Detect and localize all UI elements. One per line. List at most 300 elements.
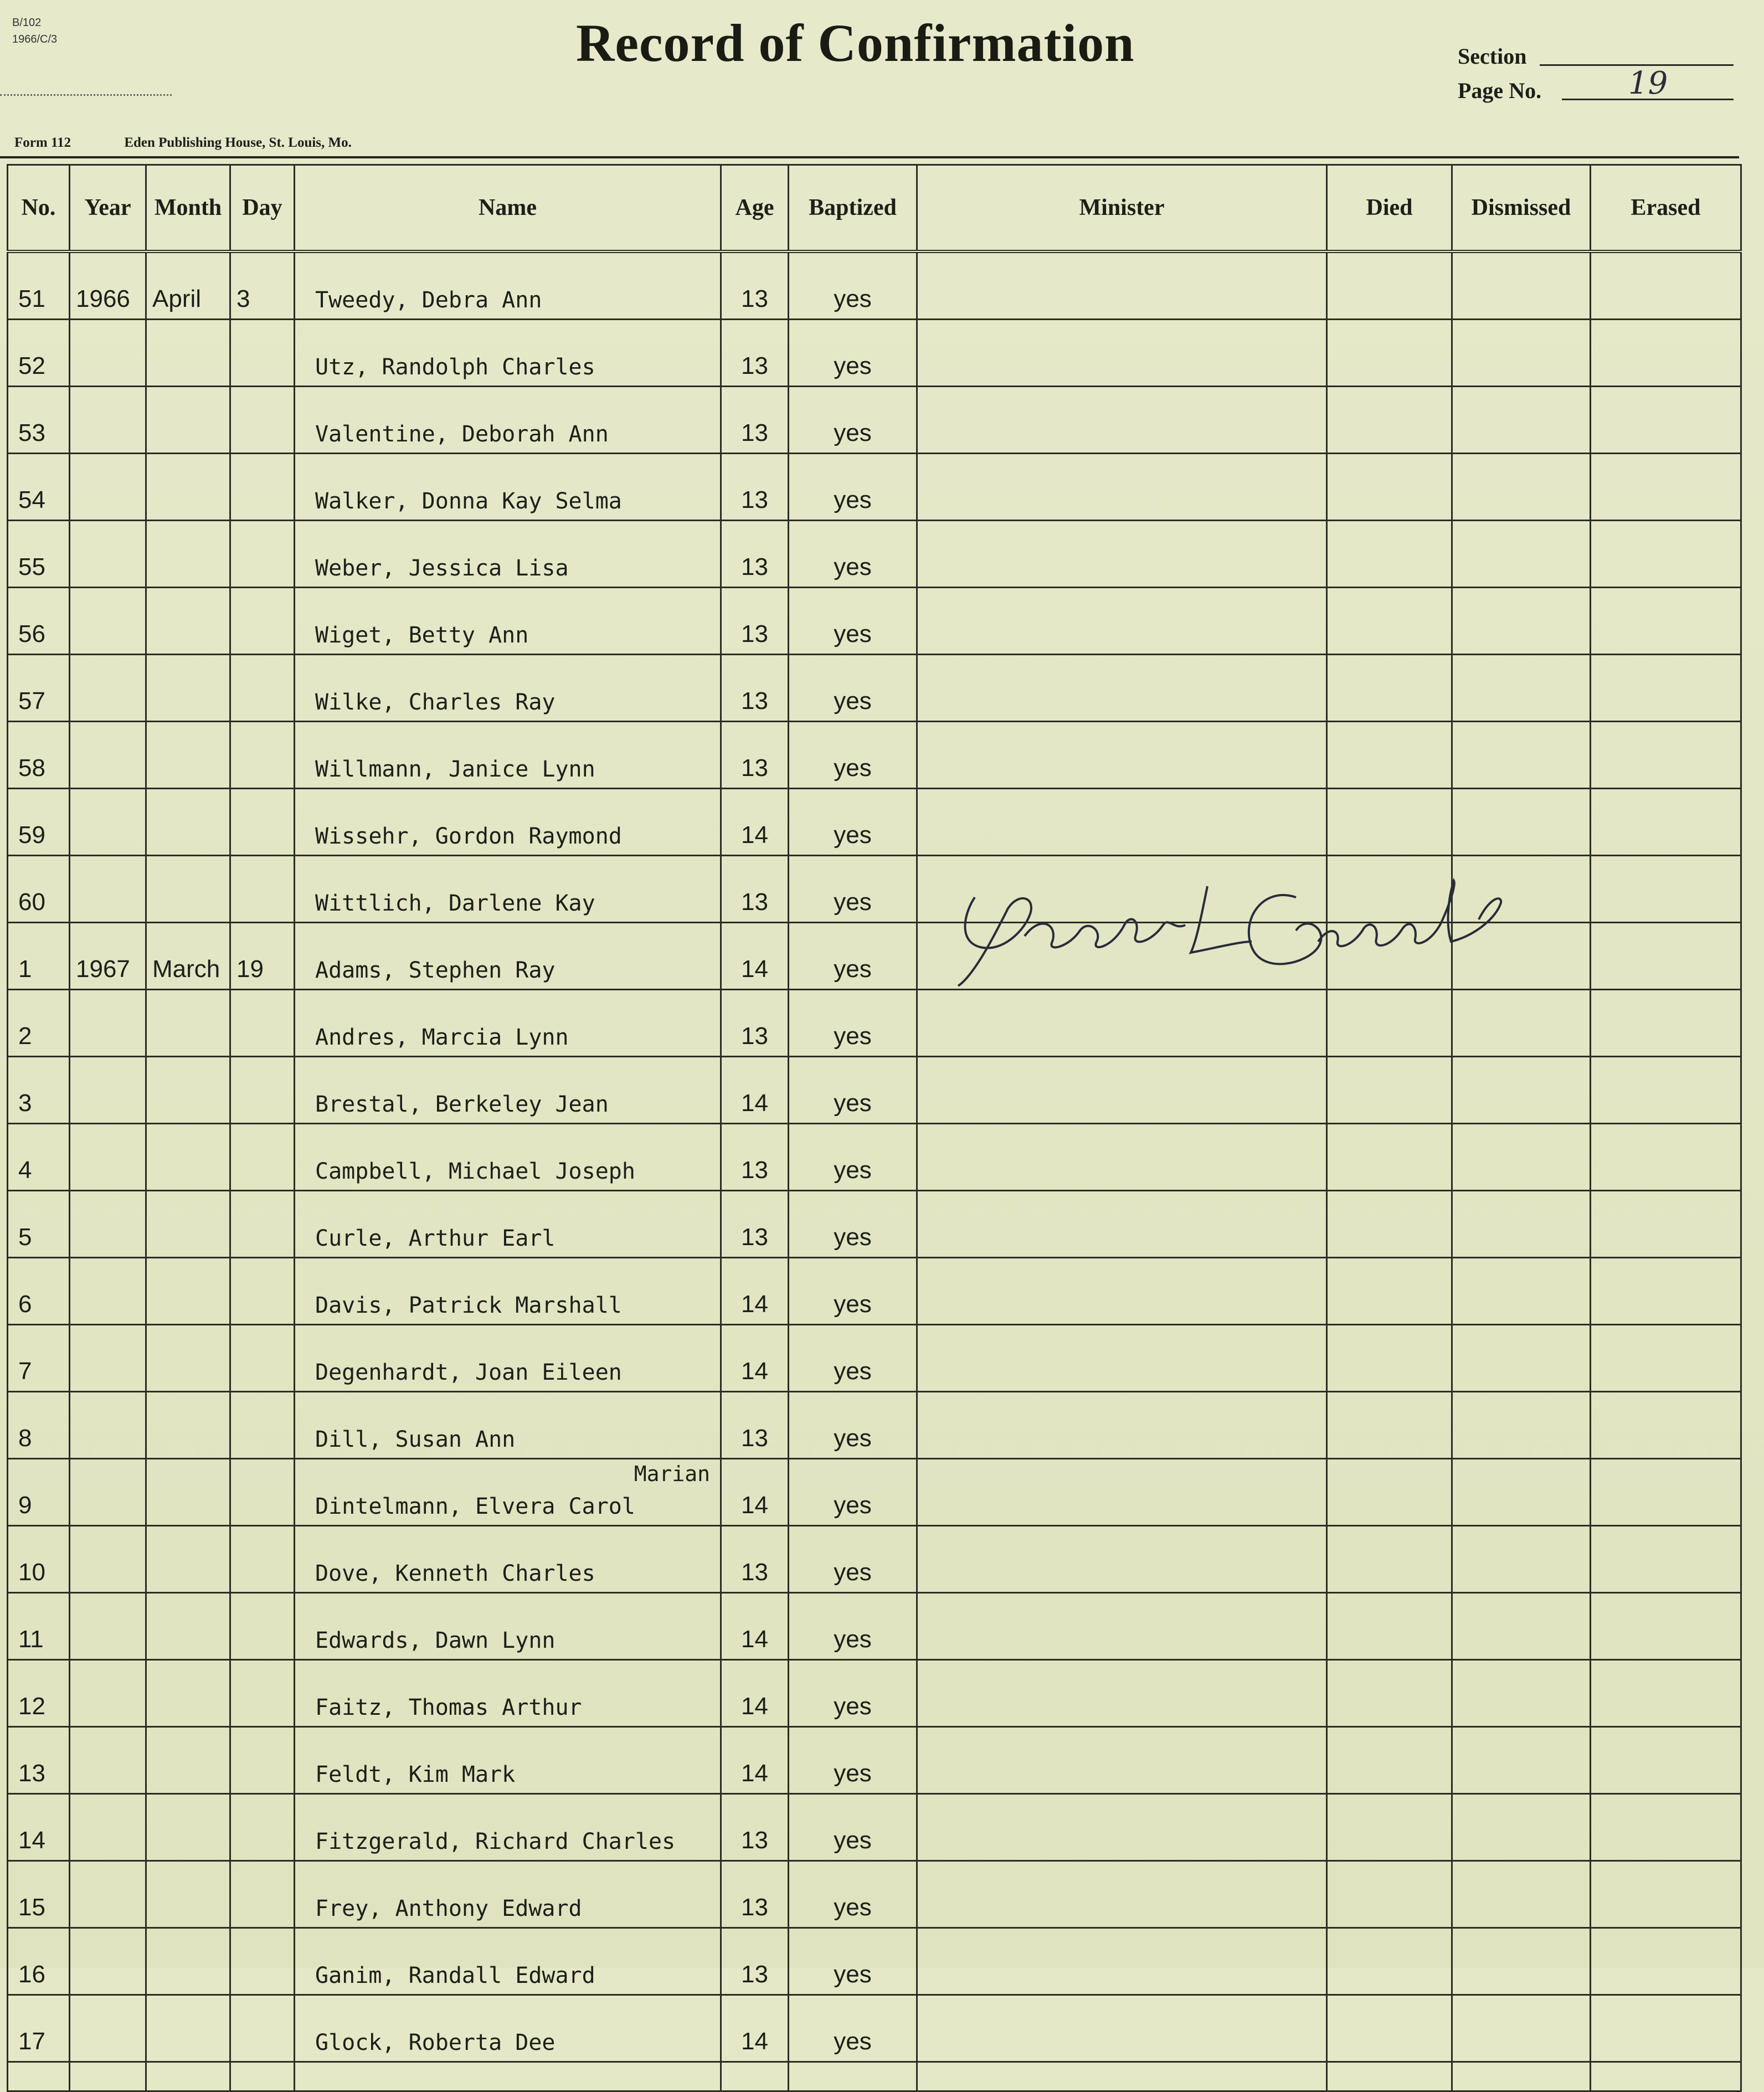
row-baptized-text: yes xyxy=(834,955,872,983)
row-baptized-text: yes xyxy=(834,754,872,782)
row-baptized xyxy=(789,789,917,856)
row-died xyxy=(1327,923,1452,990)
row-number xyxy=(8,789,70,856)
row-died xyxy=(1327,1593,1452,1660)
row-erased xyxy=(1591,1727,1741,1794)
row-year xyxy=(70,454,146,521)
row-name xyxy=(295,1593,721,1660)
row-year xyxy=(70,588,146,655)
row-name xyxy=(295,387,721,454)
row-dismissed xyxy=(1452,1995,1591,2062)
row-age xyxy=(721,251,789,320)
row-name-text: Walker, Donna Kay Selma xyxy=(315,489,622,514)
row-name-text: Dintelmann, Elvera Carol xyxy=(315,1494,635,1519)
row-dismissed xyxy=(1452,1727,1591,1794)
row-baptized xyxy=(789,722,917,789)
blank-cell xyxy=(230,2062,295,2091)
row-number-text: 53 xyxy=(18,419,45,446)
row-day-text: 3 xyxy=(236,285,250,312)
row-died xyxy=(1327,521,1452,588)
row-baptized xyxy=(789,588,917,655)
row-erased xyxy=(1591,454,1741,521)
row-age-text: 13 xyxy=(741,486,768,513)
row-year xyxy=(70,1794,146,1861)
row-day xyxy=(230,588,295,655)
col-header-age: Age xyxy=(721,165,789,252)
row-month xyxy=(146,655,230,722)
row-baptized-text: yes xyxy=(834,687,872,715)
row-number xyxy=(8,251,70,320)
row-name-text: Feldt, Kim Mark xyxy=(315,1762,516,1787)
form-imprint xyxy=(14,135,402,151)
table-row xyxy=(8,1258,1741,1325)
blank-cell xyxy=(70,2062,146,2091)
row-died xyxy=(1327,251,1452,320)
row-month xyxy=(146,1459,230,1526)
row-day xyxy=(230,1459,295,1526)
row-day xyxy=(230,1593,295,1660)
row-minister xyxy=(917,856,1327,923)
row-name-text: Wittlich, Darlene Kay xyxy=(315,891,595,916)
row-dismissed xyxy=(1452,1928,1591,1995)
row-age xyxy=(721,789,789,856)
row-age xyxy=(721,1325,789,1392)
row-minister xyxy=(917,1727,1327,1794)
blank-cell xyxy=(1452,2062,1591,2091)
row-baptized xyxy=(789,320,917,387)
row-baptized-text: yes xyxy=(834,1156,872,1184)
row-month xyxy=(146,1325,230,1392)
row-erased xyxy=(1591,1459,1741,1526)
row-number xyxy=(8,856,70,923)
row-day xyxy=(230,1124,295,1191)
row-erased xyxy=(1591,923,1741,990)
row-name xyxy=(295,856,721,923)
row-age xyxy=(721,1593,789,1660)
row-died xyxy=(1327,1660,1452,1727)
row-month xyxy=(146,1794,230,1861)
table-row xyxy=(8,789,1741,856)
row-name-text: Andres, Marcia Lynn xyxy=(315,1025,569,1050)
row-dismissed xyxy=(1452,722,1591,789)
row-erased xyxy=(1591,856,1741,923)
row-erased xyxy=(1591,1995,1741,2062)
row-erased xyxy=(1591,789,1741,856)
row-age xyxy=(721,1727,789,1794)
row-dismissed xyxy=(1452,856,1591,923)
row-baptized-text: yes xyxy=(834,1760,872,1787)
row-baptized-text: yes xyxy=(834,352,872,379)
row-name xyxy=(295,990,721,1057)
row-name-text: Willmann, Janice Lynn xyxy=(315,757,595,782)
row-minister xyxy=(917,1861,1327,1928)
row-baptized-text: yes xyxy=(834,821,872,849)
row-erased xyxy=(1591,588,1741,655)
row-age xyxy=(721,856,789,923)
table-row xyxy=(8,1325,1741,1392)
row-number-text: 11 xyxy=(18,1626,44,1653)
row-name-text: Dove, Kenneth Charles xyxy=(315,1561,595,1586)
row-age xyxy=(721,655,789,722)
row-name-text: Tweedy, Debra Ann xyxy=(315,287,542,313)
row-age xyxy=(721,1258,789,1325)
row-died xyxy=(1327,1861,1452,1928)
row-age-text: 13 xyxy=(741,1961,768,1988)
row-month xyxy=(146,454,230,521)
row-year xyxy=(70,923,146,990)
row-number xyxy=(8,1928,70,1995)
row-year xyxy=(70,856,146,923)
row-name xyxy=(295,1258,721,1325)
row-baptized xyxy=(789,1124,917,1191)
row-dismissed xyxy=(1452,1794,1591,1861)
row-number-text: 5 xyxy=(18,1224,32,1251)
row-year xyxy=(70,1392,146,1459)
row-day xyxy=(230,1660,295,1727)
row-day xyxy=(230,789,295,856)
row-month-text: April xyxy=(152,285,202,312)
row-year xyxy=(70,320,146,387)
row-year xyxy=(70,251,146,320)
row-number xyxy=(8,1258,70,1325)
row-dismissed xyxy=(1452,1124,1591,1191)
row-age xyxy=(721,722,789,789)
row-name xyxy=(295,1191,721,1258)
row-age-text: 14 xyxy=(741,821,768,849)
row-dismissed xyxy=(1452,923,1591,990)
row-month xyxy=(146,1526,230,1593)
top-rule xyxy=(0,156,1739,158)
row-dismissed xyxy=(1452,789,1591,856)
row-number xyxy=(8,387,70,454)
row-age-text: 13 xyxy=(741,620,768,647)
row-number xyxy=(8,1727,70,1794)
row-number-text: 60 xyxy=(18,888,45,916)
table-row-blank xyxy=(8,2062,1741,2091)
row-erased xyxy=(1591,1124,1741,1191)
row-age-text: 14 xyxy=(741,1693,768,1720)
row-erased xyxy=(1591,1526,1741,1593)
row-number xyxy=(8,1861,70,1928)
row-name xyxy=(295,1928,721,1995)
table-row xyxy=(8,1660,1741,1727)
row-number-text: 17 xyxy=(18,2028,45,2055)
row-died xyxy=(1327,1258,1452,1325)
row-age xyxy=(721,923,789,990)
row-number-text: 57 xyxy=(18,687,45,715)
row-number-text: 7 xyxy=(18,1358,32,1385)
row-age-text: 13 xyxy=(741,352,768,379)
row-name-text: Glock, Roberta Dee xyxy=(315,2030,556,2055)
row-dismissed xyxy=(1452,990,1591,1057)
row-name xyxy=(295,1794,721,1861)
row-died xyxy=(1327,655,1452,722)
row-month xyxy=(146,789,230,856)
row-baptized-text: yes xyxy=(834,486,872,513)
row-age xyxy=(721,1057,789,1124)
row-baptized-text: yes xyxy=(834,1693,872,1720)
row-baptized-text: yes xyxy=(834,1224,872,1251)
blank-cell xyxy=(917,2062,1327,2091)
row-month xyxy=(146,251,230,320)
archive-ref-line-2: 1966/C/3 xyxy=(12,33,58,45)
row-minister xyxy=(917,1124,1327,1191)
row-baptized xyxy=(789,1258,917,1325)
row-minister xyxy=(917,923,1327,990)
row-day xyxy=(230,320,295,387)
row-baptized-text: yes xyxy=(834,285,872,312)
row-minister xyxy=(917,454,1327,521)
col-header-month: Month xyxy=(146,165,230,252)
row-day xyxy=(230,655,295,722)
row-baptized-text: yes xyxy=(834,1022,872,1050)
row-month xyxy=(146,856,230,923)
row-name xyxy=(295,722,721,789)
row-minister xyxy=(917,990,1327,1057)
row-minister xyxy=(917,1526,1327,1593)
row-age-text: 13 xyxy=(741,1827,768,1854)
row-number-text: 52 xyxy=(18,352,45,379)
row-baptized-text: yes xyxy=(834,1089,872,1117)
row-died xyxy=(1327,1995,1452,2062)
row-month xyxy=(146,1660,230,1727)
row-name-text: Brestal, Berkeley Jean xyxy=(315,1092,609,1117)
row-number-text: 54 xyxy=(18,486,45,513)
table-row xyxy=(8,521,1741,588)
row-day xyxy=(230,990,295,1057)
row-died xyxy=(1327,1794,1452,1861)
row-name xyxy=(295,1526,721,1593)
table-body xyxy=(8,251,1741,2091)
row-erased xyxy=(1591,722,1741,789)
table-row xyxy=(8,251,1741,320)
row-baptized xyxy=(789,251,917,320)
row-baptized xyxy=(789,1459,917,1526)
table-row xyxy=(8,923,1741,990)
row-year xyxy=(70,1995,146,2062)
row-name-text: Wiget, Betty Ann xyxy=(315,623,529,648)
row-year xyxy=(70,1727,146,1794)
row-number xyxy=(8,1794,70,1861)
row-name xyxy=(295,1057,721,1124)
row-baptized-text: yes xyxy=(834,1827,872,1854)
row-baptized-text: yes xyxy=(834,1358,872,1385)
row-erased xyxy=(1591,1861,1741,1928)
row-baptized-text: yes xyxy=(834,1492,872,1519)
blank-cell xyxy=(146,2062,230,2091)
row-number xyxy=(8,1191,70,1258)
row-minister xyxy=(917,521,1327,588)
row-day xyxy=(230,1392,295,1459)
row-baptized xyxy=(789,521,917,588)
row-name xyxy=(295,1660,721,1727)
table-row xyxy=(8,1526,1741,1593)
row-age-text: 13 xyxy=(741,1425,768,1452)
row-name xyxy=(295,1124,721,1191)
row-dismissed xyxy=(1452,1861,1591,1928)
col-header-baptized: Baptized xyxy=(789,165,917,252)
row-died xyxy=(1327,1057,1452,1124)
row-name-text: Faitz, Thomas Arthur xyxy=(315,1695,582,1720)
row-died xyxy=(1327,1392,1452,1459)
row-number xyxy=(8,1392,70,1459)
row-number-text: 15 xyxy=(18,1894,45,1921)
row-age-text: 13 xyxy=(741,754,768,782)
row-name-text: Edwards, Dawn Lynn xyxy=(315,1628,556,1653)
row-number-text: 3 xyxy=(18,1089,32,1117)
row-baptized-text: yes xyxy=(834,1291,872,1318)
row-age-text: 14 xyxy=(741,1760,768,1787)
row-baptized xyxy=(789,923,917,990)
row-minister xyxy=(917,1593,1327,1660)
row-month xyxy=(146,1995,230,2062)
row-baptized-text: yes xyxy=(834,1626,872,1653)
row-baptized xyxy=(789,1325,917,1392)
row-number-text: 2 xyxy=(18,1022,32,1050)
blank-cell xyxy=(1591,2062,1741,2091)
row-baptized xyxy=(789,1526,917,1593)
row-number-text: 8 xyxy=(18,1425,32,1452)
row-age-text: 14 xyxy=(741,955,768,983)
row-day xyxy=(230,1258,295,1325)
row-name-text: Wissehr, Gordon Raymond xyxy=(315,824,622,849)
row-died xyxy=(1327,856,1452,923)
row-baptized-text: yes xyxy=(834,1961,872,1988)
table-row xyxy=(8,454,1741,521)
row-erased xyxy=(1591,320,1741,387)
row-dismissed xyxy=(1452,1258,1591,1325)
row-name xyxy=(295,1392,721,1459)
row-erased xyxy=(1591,1325,1741,1392)
section-label: Section xyxy=(1458,44,1527,69)
row-year xyxy=(70,1660,146,1727)
table-row xyxy=(8,655,1741,722)
row-dismissed xyxy=(1452,1593,1591,1660)
row-name xyxy=(295,923,721,990)
row-year xyxy=(70,1459,146,1526)
row-number-text: 6 xyxy=(18,1291,32,1318)
blank-cell xyxy=(8,2062,70,2091)
row-day xyxy=(230,1928,295,1995)
row-baptized xyxy=(789,1861,917,1928)
row-minister xyxy=(917,1928,1327,1995)
table-row xyxy=(8,1191,1741,1258)
row-year xyxy=(70,1191,146,1258)
dotted-rule xyxy=(0,94,172,96)
row-month xyxy=(146,387,230,454)
row-erased xyxy=(1591,990,1741,1057)
row-baptized xyxy=(789,1660,917,1727)
form-number: Form 112 xyxy=(14,135,71,150)
row-year xyxy=(70,1861,146,1928)
table-row xyxy=(8,1392,1741,1459)
row-baptized xyxy=(789,387,917,454)
row-minister xyxy=(917,1660,1327,1727)
row-died xyxy=(1327,1325,1452,1392)
row-died xyxy=(1327,1459,1452,1526)
row-day xyxy=(230,1995,295,2062)
row-baptized xyxy=(789,1727,917,1794)
row-dismissed xyxy=(1452,1660,1591,1727)
row-erased xyxy=(1591,655,1741,722)
row-day xyxy=(230,1057,295,1124)
row-baptized xyxy=(789,990,917,1057)
row-died xyxy=(1327,1124,1452,1191)
row-month xyxy=(146,1124,230,1191)
row-month xyxy=(146,1861,230,1928)
row-minister xyxy=(917,655,1327,722)
row-age xyxy=(721,1995,789,2062)
row-dismissed xyxy=(1452,1057,1591,1124)
row-died xyxy=(1327,1928,1452,1995)
row-day xyxy=(230,1526,295,1593)
table-row xyxy=(8,1861,1741,1928)
row-age-text: 14 xyxy=(741,1626,768,1653)
row-name xyxy=(295,655,721,722)
row-number-text: 4 xyxy=(18,1156,32,1184)
row-month xyxy=(146,722,230,789)
row-age-text: 13 xyxy=(741,285,768,312)
row-year xyxy=(70,1928,146,1995)
row-name-text: Ganim, Randall Edward xyxy=(315,1963,595,1988)
row-age-text: 13 xyxy=(741,1224,768,1251)
row-year xyxy=(70,655,146,722)
publisher: Eden Publishing House, St. Louis, Mo. xyxy=(124,135,352,150)
row-name-text: Adams, Stephen Ray xyxy=(315,958,556,983)
row-day xyxy=(230,454,295,521)
row-month xyxy=(146,923,230,990)
row-number xyxy=(8,990,70,1057)
table-row xyxy=(8,320,1741,387)
row-day xyxy=(230,1794,295,1861)
row-erased xyxy=(1591,1191,1741,1258)
row-number xyxy=(8,923,70,990)
row-year xyxy=(70,1526,146,1593)
row-number-text: 13 xyxy=(18,1760,45,1787)
row-number-text: 59 xyxy=(18,821,45,849)
row-number-text: 55 xyxy=(18,553,45,580)
row-name xyxy=(295,251,721,320)
row-minister xyxy=(917,1258,1327,1325)
row-baptized xyxy=(789,1928,917,1995)
row-age xyxy=(721,1526,789,1593)
row-age-text: 14 xyxy=(741,1358,768,1385)
row-day xyxy=(230,521,295,588)
row-month xyxy=(146,1727,230,1794)
row-age xyxy=(721,387,789,454)
row-age-text: 13 xyxy=(741,888,768,916)
row-name xyxy=(295,588,721,655)
row-minister xyxy=(917,1794,1327,1861)
row-baptized xyxy=(789,1995,917,2062)
row-age xyxy=(721,1660,789,1727)
row-name-text: Weber, Jessica Lisa xyxy=(315,556,569,581)
row-dismissed xyxy=(1452,320,1591,387)
row-year xyxy=(70,521,146,588)
row-name-text: Campbell, Michael Joseph xyxy=(315,1159,635,1184)
table-row xyxy=(8,1995,1741,2062)
row-day xyxy=(230,722,295,789)
row-died xyxy=(1327,990,1452,1057)
row-baptized xyxy=(789,1191,917,1258)
row-name-text: Dill, Susan Ann xyxy=(315,1427,516,1452)
row-minister xyxy=(917,1191,1327,1258)
row-name xyxy=(295,1325,721,1392)
row-name-note: Marian xyxy=(634,1462,710,1486)
row-number xyxy=(8,1995,70,2062)
row-month xyxy=(146,990,230,1057)
row-erased xyxy=(1591,1392,1741,1459)
